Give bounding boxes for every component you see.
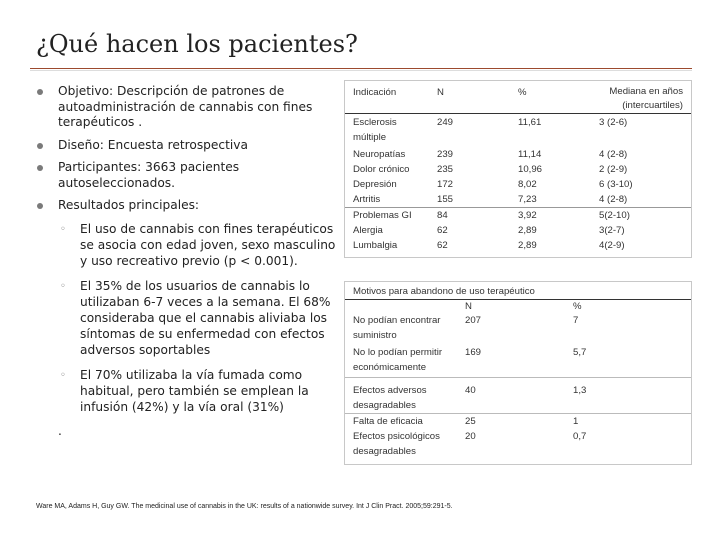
sub-bullet-ring-icon: ◦	[60, 280, 66, 292]
sub-bullet-text: El uso de cannabis con fines terapéuticos se asocia con edad joven, sexo masculino y uso recreativo previo (p < 0.001).	[80, 221, 336, 268]
table-cell: Lumbalgia	[353, 240, 398, 251]
table-header: Indicación	[353, 87, 397, 98]
table-cell: 62	[437, 240, 448, 251]
bullet-label: Diseño:	[58, 137, 104, 152]
table-cell: 4 (2-8)	[599, 149, 628, 160]
table-cell: 2,89	[518, 225, 537, 236]
sub-bullet-2	[34, 278, 340, 358]
table-cell: 20	[465, 431, 476, 442]
table-cell: Neuropatías	[353, 149, 406, 160]
title-divider-shadow	[30, 70, 692, 71]
row-divider	[345, 377, 691, 378]
table-cell: No lo podían permitir económicamente	[353, 347, 443, 373]
table-cell: 40	[465, 385, 476, 396]
bullet-dot-icon	[37, 203, 43, 209]
trailing-period: .	[58, 423, 62, 438]
table-cell: 0,7	[573, 431, 587, 442]
table-cell: Problemas GI	[353, 210, 412, 221]
table-cell: 5,7	[573, 347, 587, 358]
table-cell: 5(2-10)	[599, 210, 630, 221]
table-header: N	[465, 301, 472, 312]
title-rule	[345, 299, 691, 300]
table-cell: Efectos psicológicos desagradables	[353, 431, 440, 457]
table-cell: Alergia	[353, 225, 383, 236]
sub-bullet-ring-icon: ◦	[60, 369, 66, 381]
bullet-label: Resultados principales:	[58, 198, 200, 212]
table-cell: 169	[465, 347, 482, 358]
table-cell: Artritis	[353, 194, 381, 205]
table-cell: 3(2-7)	[599, 225, 625, 236]
sub-bullet-3	[34, 367, 340, 415]
table-cell: 235	[437, 164, 454, 175]
table-cell: 4 (2-8)	[599, 194, 628, 205]
title-divider	[30, 68, 692, 69]
bullet-dot-icon	[37, 89, 43, 95]
table-cell: 2,89	[518, 240, 537, 251]
table-cell: 3,92	[518, 210, 537, 221]
table-cell: 25	[465, 416, 476, 427]
table-cell: 62	[437, 225, 448, 236]
bullet-participants	[34, 160, 340, 191]
table-cell: 3 (2-6)	[599, 117, 628, 128]
table-cell: 1	[573, 416, 579, 427]
bullet-dot-icon	[37, 143, 43, 149]
table-cell: 249	[437, 117, 454, 128]
bullet-label: Participantes:	[58, 160, 142, 174]
bullet-label: Objetivo:	[58, 84, 114, 98]
bullet-objective	[34, 84, 340, 131]
table-cell: 7,23	[518, 194, 537, 205]
table-cell: 84	[437, 210, 448, 221]
bullet-design	[34, 138, 340, 154]
citation: Ware MA, Adams H, Guy GW. The medicinal use of cannabis in the UK: results of a nationwide survey. Int J Clin Pract. 2005;59:291-5.	[36, 503, 453, 510]
table-cell: 2 (2-9)	[599, 164, 628, 175]
sub-bullet-text: El 70% utilizaba la vía fumada como habitual, pero también se emplean la infusión (42%) y la vía oral (31%)	[80, 367, 309, 414]
table-cell: 155	[437, 194, 454, 205]
summary-list	[34, 84, 340, 438]
table-cell: 239	[437, 149, 454, 160]
table-title: Motivos para abandono de uso terapéutico	[353, 286, 535, 297]
bullet-text: Encuesta retrospectiva	[103, 137, 248, 152]
table-cell: 172	[437, 179, 454, 190]
table-header: N	[437, 87, 444, 98]
table-header: %	[518, 87, 527, 98]
bullet-dot-icon	[37, 165, 43, 171]
table-cell: 10,96	[518, 164, 543, 175]
table-cell: Depresión	[353, 179, 397, 190]
bullet-text: Descripción de patrones de autoadministración de cannabis con fines terapéuticos .	[58, 84, 313, 129]
table-cell: 6 (3-10)	[599, 179, 633, 190]
table-cell: 207	[465, 315, 482, 326]
header-rule	[345, 113, 691, 114]
indications-table	[344, 80, 692, 258]
table-cell: 11,14	[518, 149, 542, 160]
sub-bullet-1	[34, 221, 340, 269]
table-cell: Dolor crónico	[353, 164, 410, 175]
table-cell: Esclerosis múltiple	[353, 117, 397, 143]
bullet-text: 3663 pacientes autoseleccionados.	[58, 160, 240, 190]
table-cell: No podían encontrar suministro	[353, 315, 441, 341]
slide-title: ¿Qué hacen los pacientes?	[36, 30, 358, 58]
table-cell: Falta de eficacia	[353, 416, 423, 427]
table-cell: Efectos adversos desagradables	[353, 385, 427, 411]
table-cell: 1,3	[573, 385, 587, 396]
sub-bullet-text: El 35% de los usuarios de cannabis lo utilizaban 6-7 veces a la semana. El 68% consideraba que el cannabis aliviaba los síntomas de su enfermedad con efectos adversos soportables	[80, 278, 331, 357]
table-cell: 11,61	[518, 117, 542, 128]
sub-bullet-ring-icon: ◦	[60, 223, 66, 235]
table-cell: 8,02	[518, 179, 537, 190]
table-cell: 7	[573, 315, 579, 326]
table-cell: 4(2-9)	[599, 240, 625, 251]
table-header: %	[573, 301, 582, 312]
table-header: Mediana en años (intercuartiles)	[609, 86, 683, 111]
bullet-results	[34, 198, 340, 214]
abandonment-table	[344, 281, 692, 465]
